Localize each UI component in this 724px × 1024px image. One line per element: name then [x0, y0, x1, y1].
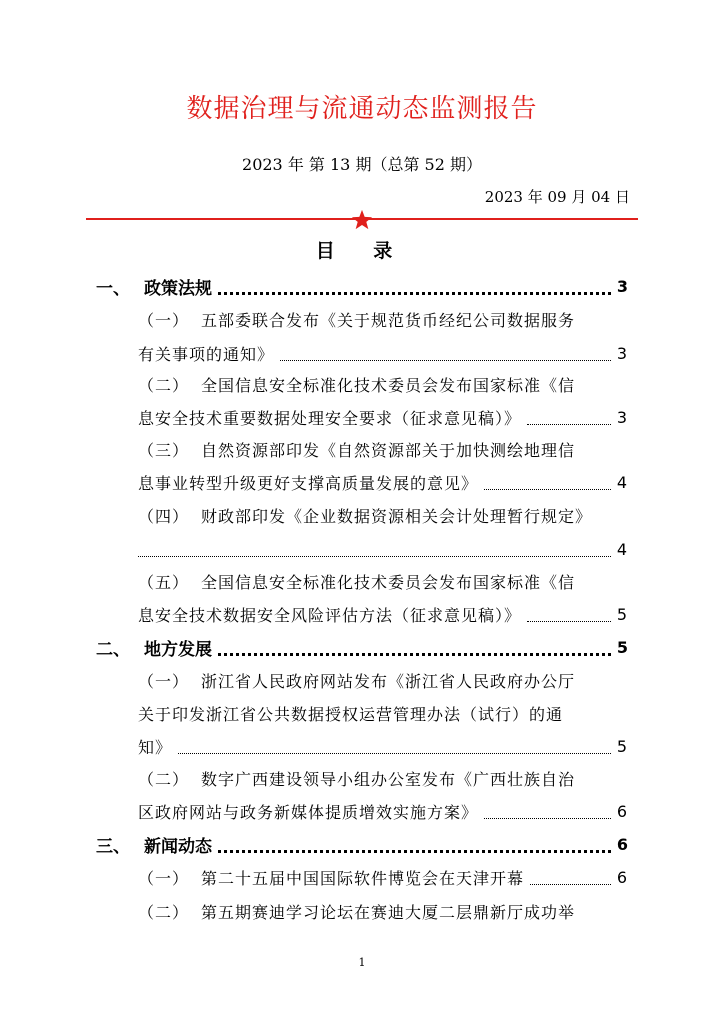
dot-leader — [280, 360, 611, 361]
section-label: 政策法规 — [144, 278, 212, 299]
toc-item-3-2[interactable] — [138, 898, 628, 924]
toc-item-1-3[interactable] — [138, 436, 628, 462]
item-number: （五） — [138, 572, 190, 592]
section-label: 地方发展 — [144, 639, 212, 660]
item-text: 自然资源部印发《自然资源部关于加快测绘地理信 — [201, 440, 576, 460]
toc-item-2-1-cont[interactable] — [138, 700, 628, 726]
item-number: （三） — [138, 440, 190, 460]
dot-leader — [218, 292, 611, 295]
section-page: 3 — [616, 276, 628, 296]
report-date: 2023 年 09 月 04 日 — [484, 188, 630, 206]
toc-item-2-1-cont2[interactable] — [138, 733, 628, 759]
toc-title: 目 录 — [315, 240, 409, 262]
toc-item-1-1[interactable] — [138, 306, 628, 332]
report-title: 数据治理与流通动态监测报告 — [186, 94, 538, 124]
item-text: 区政府网站与政务新媒体提质增效实施方案》 — [138, 802, 479, 822]
item-text: 息安全技术数据安全风险评估方法（征求意见稿）》 — [138, 605, 522, 625]
issue-number: 2023 年 第 13 期（总第 52 期） — [242, 155, 482, 174]
toc-section-2[interactable] — [96, 634, 628, 660]
item-page: 5 — [616, 736, 628, 756]
toc-item-1-3-cont[interactable] — [138, 469, 628, 495]
toc-item-2-2-cont[interactable] — [138, 798, 628, 824]
item-text: 全国信息安全标准化技术委员会发布国家标准《信 — [201, 375, 576, 395]
dot-leader — [484, 489, 611, 490]
dot-leader — [178, 753, 611, 754]
item-number: （四） — [138, 506, 190, 526]
toc-item-3-1[interactable] — [138, 864, 628, 890]
item-number: （一） — [138, 310, 190, 330]
dot-leader — [484, 818, 611, 819]
toc-item-1-4[interactable] — [138, 502, 628, 528]
item-text: 财政部印发《企业数据资源相关会计处理暂行规定》 — [201, 506, 593, 526]
toc-item-1-5-cont[interactable] — [138, 601, 628, 627]
item-page: 6 — [616, 801, 628, 821]
section-number: 二、 — [96, 639, 130, 660]
star-icon — [351, 209, 373, 231]
section-label: 新闻动态 — [144, 836, 212, 857]
toc-item-1-1-cont[interactable] — [138, 340, 628, 366]
dot-leader — [218, 850, 611, 853]
item-page: 3 — [616, 407, 628, 427]
section-number: 一、 — [96, 278, 130, 299]
toc-section-1[interactable] — [96, 273, 628, 299]
item-text: 知》 — [138, 737, 173, 757]
section-number: 三、 — [96, 836, 130, 857]
item-text: 有关事项的通知》 — [138, 344, 275, 364]
item-text: 息事业转型升级更好支撑高质量发展的意见》 — [138, 473, 479, 493]
item-text: 全国信息安全标准化技术委员会发布国家标准《信 — [201, 572, 576, 592]
toc-item-1-5[interactable] — [138, 568, 628, 594]
item-page: 5 — [616, 604, 628, 624]
section-page: 5 — [616, 637, 628, 657]
item-number: （二） — [138, 769, 190, 789]
dot-leader — [218, 653, 611, 656]
item-page: 6 — [616, 867, 628, 887]
item-text: 第五期赛迪学习论坛在赛迪大厦二层鼎新厅成功举 — [201, 902, 576, 922]
toc-item-1-4-cont[interactable] — [138, 536, 628, 562]
item-number: （一） — [138, 671, 190, 691]
dot-leader — [138, 556, 611, 557]
toc-item-1-2[interactable] — [138, 371, 628, 397]
page-number: 1 — [358, 956, 366, 969]
item-text: 五部委联合发布《关于规范货币经纪公司数据服务 — [201, 310, 576, 330]
dot-leader — [527, 424, 611, 425]
item-page: 3 — [616, 343, 628, 363]
item-page: 4 — [616, 472, 628, 492]
dot-leader — [527, 621, 611, 622]
item-number: （二） — [138, 902, 190, 922]
item-text: 浙江省人民政府网站发布《浙江省人民政府办公厅 — [201, 671, 576, 691]
item-text: 息安全技术重要数据处理安全要求（征求意见稿）》 — [138, 408, 522, 428]
toc-item-2-1[interactable] — [138, 667, 628, 693]
dot-leader — [530, 884, 611, 885]
toc-item-2-2[interactable] — [138, 765, 628, 791]
item-text: 第二十五届中国国际软件博览会在天津开幕 — [201, 868, 525, 888]
toc-section-3[interactable] — [96, 831, 628, 857]
section-page: 6 — [616, 834, 628, 854]
item-page: 4 — [616, 539, 628, 559]
item-text: 关于印发浙江省公共数据授权运营管理办法（试行）的通 — [138, 704, 564, 724]
item-number: （二） — [138, 375, 190, 395]
item-text: 数字广西建设领导小组办公室发布《广西壮族自治 — [201, 769, 576, 789]
item-number: （一） — [138, 868, 190, 888]
toc-item-1-2-cont[interactable] — [138, 404, 628, 430]
